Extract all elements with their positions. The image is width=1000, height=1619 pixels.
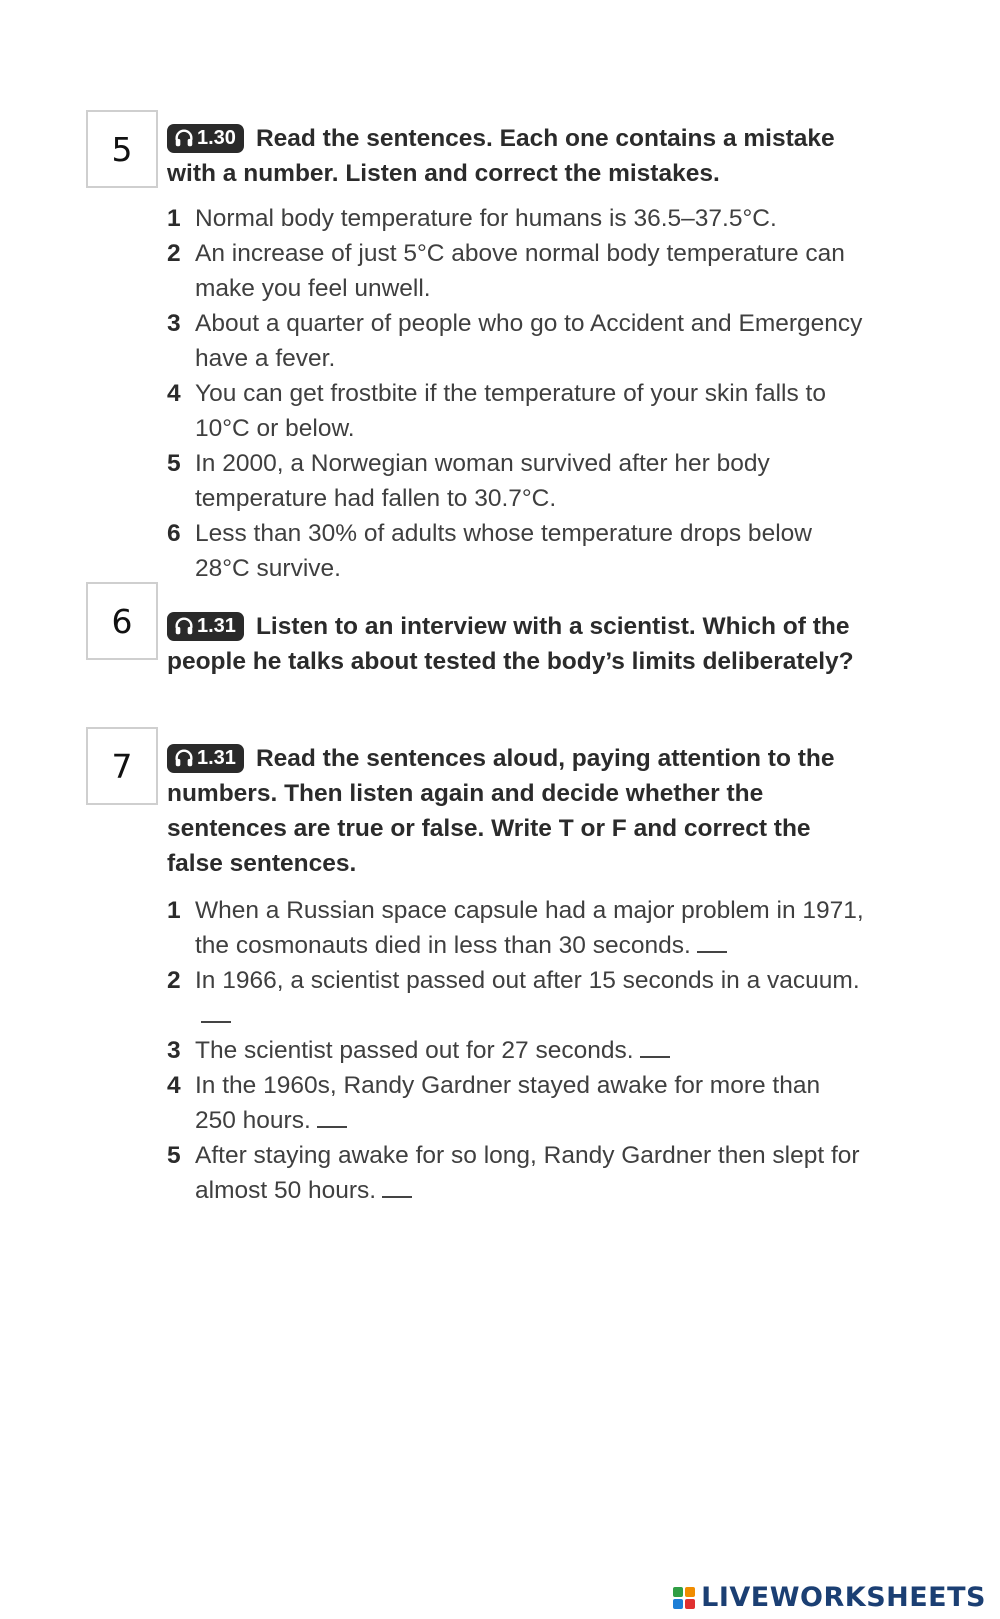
list-item: [167, 1068, 867, 1138]
list-item: [167, 893, 867, 963]
list-item: [167, 201, 867, 236]
item-text: In 1966, a scientist passed out after 15 seconds in a vacuum.: [195, 967, 860, 994]
exercise-5: [167, 121, 867, 586]
audio-track-badge[interactable]: [167, 612, 244, 641]
answer-blank[interactable]: [640, 1038, 670, 1058]
liveworksheets-logo-icon: [673, 1587, 695, 1609]
exercise-number-box: [86, 110, 158, 188]
item-number: 3: [167, 310, 181, 337]
logo-square: [673, 1599, 683, 1609]
answer-blank[interactable]: [317, 1108, 347, 1128]
item-text: In the 1960s, Randy Gardner stayed awake for more than 250 hours.: [195, 1072, 821, 1134]
instruction-text: Read the sentences aloud, paying attention to the numbers. Then listen again and decide whether the sentences are true or false. Write T or F and correct the false sentences.: [167, 745, 835, 877]
item-number: 1: [167, 205, 181, 232]
exercise-7: [167, 741, 867, 1208]
item-text: In 2000, a Norwegian woman survived after her body temperature had fallen to 30.7°C.: [195, 450, 770, 512]
headphones-icon: [173, 615, 195, 637]
list-item: [167, 516, 867, 586]
headphones-icon: [173, 127, 195, 149]
exercise-number: 7: [111, 746, 133, 786]
instruction-text: Read the sentences. Each one contains a mistake with a number. Listen and correct the mistakes.: [167, 125, 835, 187]
item-text: The scientist passed out for 27 seconds.: [195, 1037, 634, 1064]
list-item: [167, 963, 867, 1033]
logo-square: [685, 1587, 695, 1597]
audio-track-number: 1.31: [197, 746, 236, 769]
liveworksheets-logo[interactable]: [673, 1582, 986, 1613]
item-text: After staying awake for so long, Randy Gardner then slept for almost 50 hours.: [195, 1142, 860, 1204]
exercise-instruction: [167, 121, 867, 191]
exercise-instruction: [167, 609, 867, 679]
item-number: 2: [167, 240, 181, 267]
item-number: 5: [167, 450, 181, 477]
exercise-instruction: [167, 741, 867, 881]
list-item: [167, 446, 867, 516]
item-number: 6: [167, 520, 181, 547]
logo-text: LIVEWORKSHEETS: [701, 1582, 986, 1613]
list-item: [167, 1033, 867, 1068]
exercise-number: 5: [111, 129, 133, 169]
logo-square: [673, 1587, 683, 1597]
item-text: An increase of just 5°C above normal body temperature can make you feel unwell.: [195, 240, 845, 302]
answer-blank[interactable]: [697, 933, 727, 953]
instruction-text: Listen to an interview with a scientist. Which of the people he talks about tested the body’s limits deliberately?: [167, 613, 854, 675]
exercise-6: [167, 609, 867, 679]
item-text: Less than 30% of adults whose temperature drops below 28°C survive.: [195, 520, 812, 582]
sentence-list: [167, 201, 867, 586]
item-number: 4: [167, 1072, 181, 1099]
item-text: You can get frostbite if the temperature of your skin falls to 10°C or below.: [195, 380, 826, 442]
audio-track-badge[interactable]: [167, 744, 244, 773]
list-item: [167, 236, 867, 306]
item-number: 2: [167, 967, 181, 994]
list-item: [167, 376, 867, 446]
exercise-number-box: [86, 727, 158, 805]
answer-blank[interactable]: [201, 1003, 231, 1023]
item-number: 3: [167, 1037, 181, 1064]
logo-square: [685, 1599, 695, 1609]
list-item: [167, 1138, 867, 1208]
exercise-number: 6: [111, 601, 133, 641]
item-number: 4: [167, 380, 181, 407]
headphones-icon: [173, 747, 195, 769]
audio-track-number: 1.30: [197, 126, 236, 149]
item-text: Normal body temperature for humans is 36.5–37.5°C.: [195, 205, 777, 232]
answer-blank[interactable]: [382, 1178, 412, 1198]
sentence-list: [167, 893, 867, 1208]
exercise-number-box: [86, 582, 158, 660]
item-text: When a Russian space capsule had a major problem in 1971, the cosmonauts died in less than 30 seconds.: [195, 897, 864, 959]
audio-track-badge[interactable]: [167, 124, 244, 153]
audio-track-number: 1.31: [197, 614, 236, 637]
item-number: 1: [167, 897, 181, 924]
list-item: [167, 306, 867, 376]
item-number: 5: [167, 1142, 181, 1169]
item-text: About a quarter of people who go to Accident and Emergency have a fever.: [195, 310, 863, 372]
